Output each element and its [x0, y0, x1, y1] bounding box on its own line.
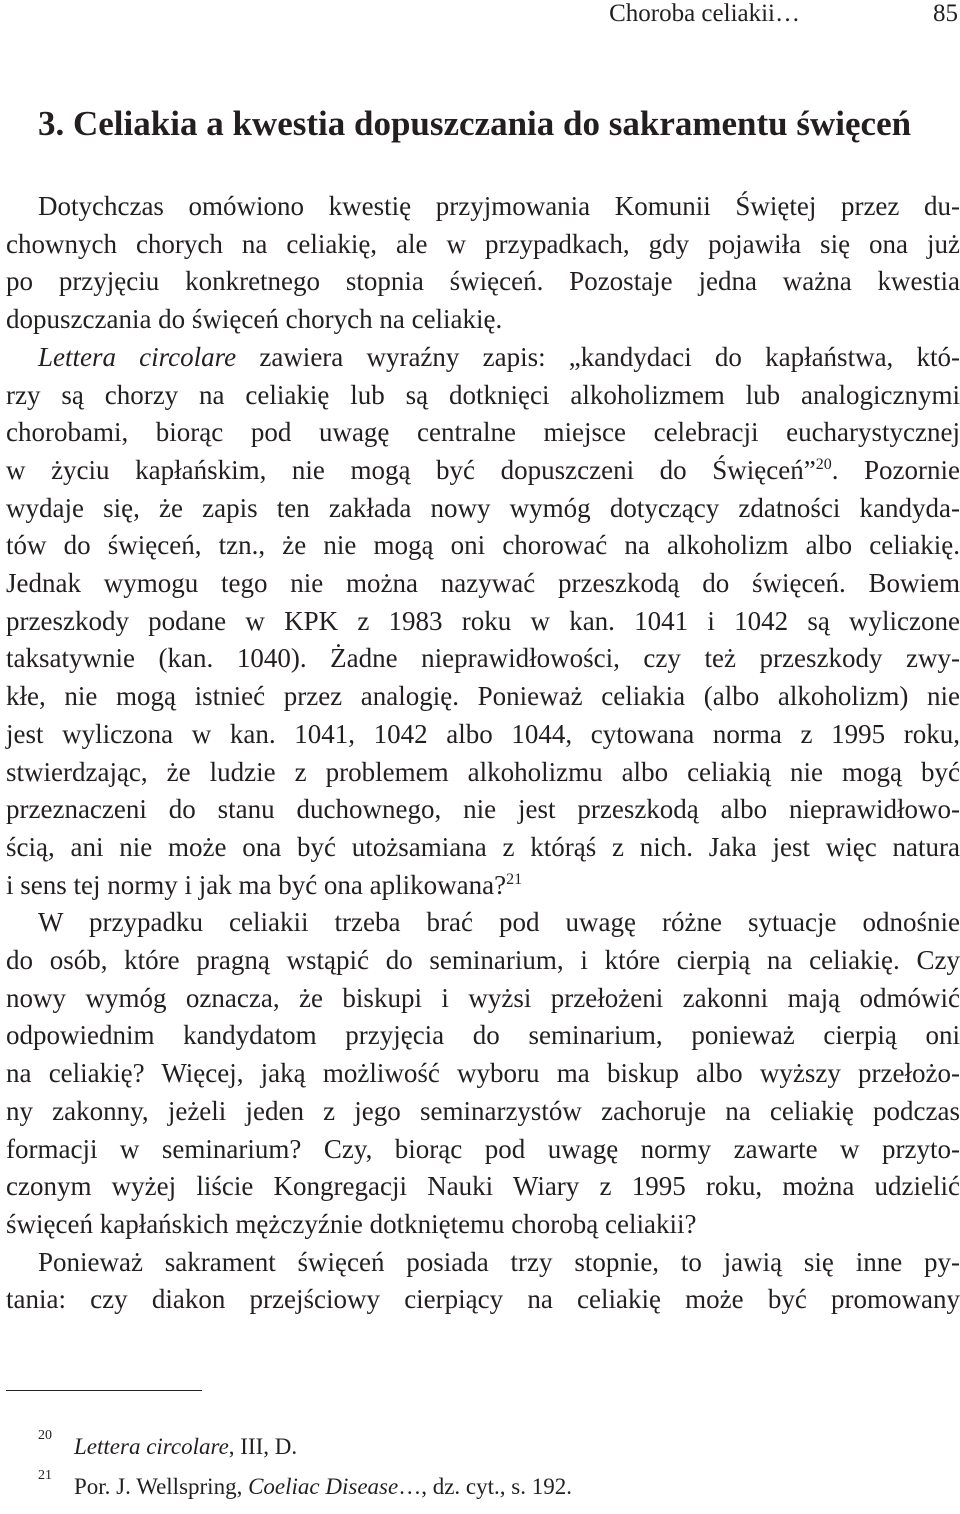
page-number: 85	[933, 0, 958, 27]
text-span: zawiera wyraźny zapis: „kandydaci do kapłaństwa, któ-	[236, 341, 960, 372]
footnote-text	[74, 1474, 572, 1500]
footnote-ref-20: 20	[815, 455, 832, 473]
footnote-text	[74, 1434, 297, 1460]
text-line: po przyjęciu konkretnego stopnia święceń. Pozostaje jedna ważna kwestia	[6, 266, 960, 297]
text-line: przeznaczeni do stanu duchownego, nie jest przeszkodą albo nieprawidłowo-	[6, 794, 960, 825]
text-line	[6, 452, 960, 490]
paragraph-2	[6, 339, 960, 905]
footnote-number: 21	[38, 1468, 52, 1483]
text-line: ny zakonny, jeżeli jeden z jego seminarzystów zachoruje na celiakię podczas	[6, 1095, 960, 1126]
body-text	[6, 188, 960, 1319]
text-line: odpowiednim kandydatom przyjęcia do seminarium, ponieważ cierpią oni	[6, 1020, 960, 1051]
footnote-pre: Por. J. Wellspring,	[74, 1474, 249, 1499]
footnote-rest: , III, D.	[228, 1434, 298, 1459]
text-line: czonym wyżej liście Kongregacji Nauki Wiary z 1995 roku, można udzielić	[6, 1171, 960, 1202]
text-span: i sens tej normy i jak ma być ona aplikowana?	[6, 869, 507, 900]
text-line: chownych chorych na celiakię, ale w przypadkach, gdy pojawiła się ona już	[6, 228, 960, 259]
text-line: jest wyliczona w kan. 1041, 1042 albo 1044, cytowana norma z 1995 roku,	[6, 718, 960, 749]
text-line: Jednak wymogu tego nie można nazywać przeszkodą do święceń. Bowiem	[6, 568, 960, 599]
text-line: wydaje się, że zapis ten zakłada nowy wymóg dotyczący zdatności kandyda-	[6, 492, 960, 523]
text-line: do osób, które pragną wstąpić do seminarium, i które cierpią na celiakię. Czy	[6, 945, 960, 976]
text-line: W przypadku celiakii trzeba brać pod uwagę różne sytuacje odnośnie	[38, 907, 960, 938]
text-line: rzy są chorzy na celiakię lub są dotknięci alkoholizmem lub analogicznymi	[6, 379, 960, 410]
text-line: przeszkody podane w KPK z 1983 roku w kan. 1041 i 1042 są wyliczone	[6, 605, 960, 636]
footnote-italic: Coeliac Disease	[248, 1474, 399, 1499]
section-heading: 3. Celiakia a kwestia dopuszczania do sakramentu święceń	[38, 104, 912, 143]
text-line: chorobami, biorąc pod uwagę centralne miejsce celebracji eucharystycznej	[6, 417, 960, 448]
text-line: Ponieważ sakrament święceń posiada trzy stopnie, to jawią się inne py-	[38, 1246, 960, 1277]
footnote-ref-21: 21	[506, 870, 523, 888]
paragraph-3	[6, 904, 960, 1243]
text-line: stwierdzając, że ludzie z problemem alkoholizmu albo celiakią nie mogą być	[6, 756, 960, 787]
text-line: dopuszczania do święceń chorych na celiakię.	[6, 304, 503, 335]
footnote-20	[6, 1428, 906, 1474]
text-line: nowy wymóg oznacza, że biskupi i wyżsi przełożeni zakonni mają odmówić	[6, 982, 960, 1013]
text-span: . Pozornie	[831, 454, 960, 485]
text-line	[6, 339, 960, 377]
footnote-divider	[6, 1390, 202, 1391]
footnote-number: 20	[38, 1428, 52, 1443]
italic-title: Lettera circolare	[38, 341, 237, 372]
text-line	[6, 867, 960, 905]
text-span: w życiu kapłańskim, nie mogą być dopuszczeni do Święceń”	[6, 454, 816, 485]
text-line: kłe, nie mogą istnieć przez analogię. Ponieważ celiakia (albo alkoholizm) nie	[6, 681, 960, 712]
text-line: formacji w seminarium? Czy, biorąc pod uwagę normy zawarte w przyto-	[6, 1133, 960, 1164]
text-line: na celiakię? Więcej, jaką możliwość wyboru ma biskup albo wyższy przełożo-	[6, 1058, 960, 1089]
text-line: taksatywnie (kan. 1040). Żadne nieprawidłowości, czy też przeszkody zwy-	[6, 643, 960, 674]
footnote-rest: …, dz. cyt., s. 192.	[398, 1474, 572, 1499]
text-line: ścią, ani nie może ona być utożsamiana z którąś z nich. Jaka jest więc natura	[6, 831, 960, 862]
footnotes	[6, 1428, 906, 1514]
text-line: tów do święceń, tzn., że nie mogą oni chorować na alkoholizm albo celiakię.	[6, 530, 960, 561]
paragraph-4	[6, 1244, 960, 1319]
text-line: Dotychczas omówiono kwestię przyjmowania Komunii Świętej przez du-	[38, 191, 960, 221]
paragraph-1	[6, 188, 960, 339]
running-head	[0, 0, 960, 36]
text-line: tania: czy diakon przejściowy cierpiący na celiakię może być promowany	[6, 1284, 960, 1315]
text-line: święceń kapłańskich mężczyźnie dotkniętemu chorobą celiakii?	[6, 1208, 697, 1239]
footnote-21	[6, 1468, 906, 1514]
running-head-title: Choroba celiakii…	[609, 0, 800, 27]
footnote-italic: Lettera circolare	[74, 1434, 229, 1459]
